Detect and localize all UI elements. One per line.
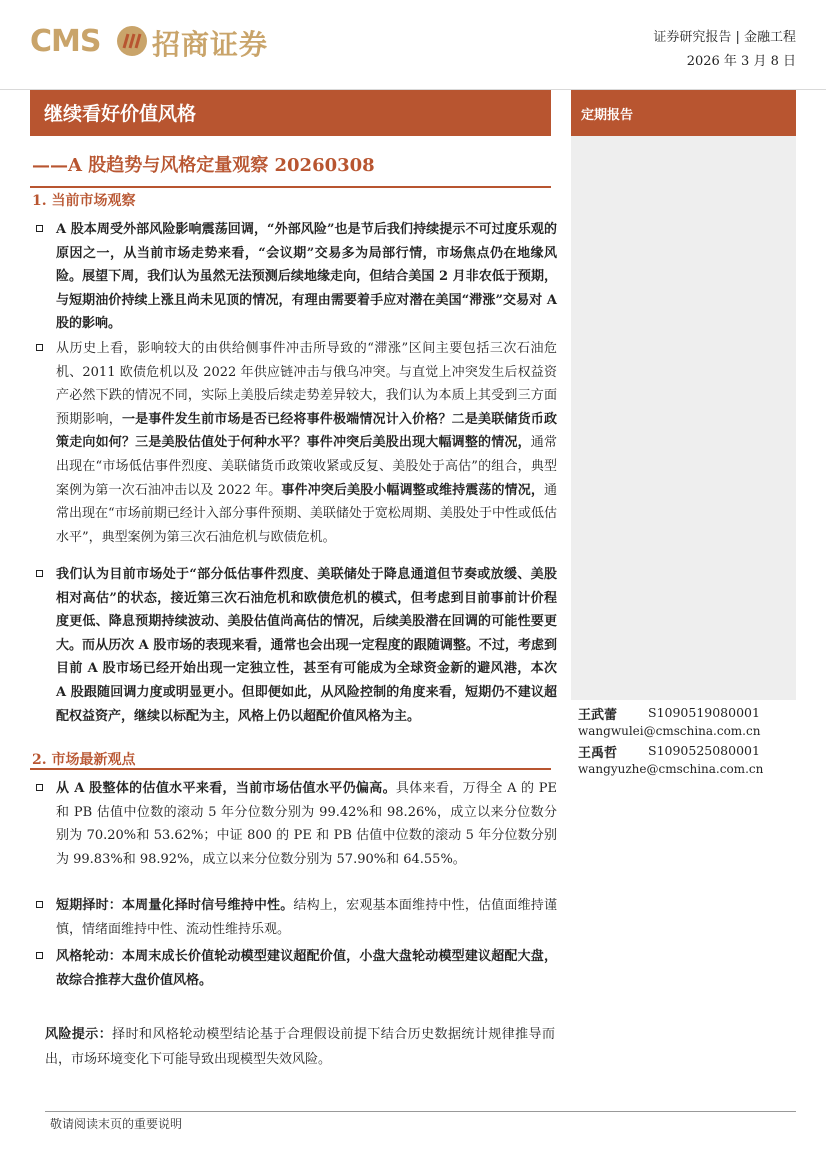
analyst-name: 王禹哲	[578, 746, 618, 761]
paragraph	[56, 337, 557, 549]
checkbox-bullet-icon	[36, 570, 43, 577]
analyst-name: 王武蕾	[578, 708, 618, 723]
checkbox-bullet-icon	[36, 225, 43, 232]
text-run-bold: 短期择时：本周量化择时信号维持中性。	[56, 898, 294, 913]
title-bar	[30, 90, 551, 136]
text-run: 通常出现在“市场低估事件烈度、美联储货币政策收紧或反复、美股处于高估”的组合，典型案例为第一次石油冲击以及 2022 年。	[56, 435, 557, 498]
text-run-bold: 一是事件发生前市场是否已经将事件极端情况计入价格？二是美联储货币政策走向如何？三是美股估值处于何种水平？事件冲突后美股出现大幅调整的情况，	[56, 411, 557, 451]
risk-text: 择时和风格轮动模型结论基于合理假设前提下结合历史数据统计规律推导而出，市场环境变化下可能导致出现模型失效风险。	[45, 1027, 555, 1067]
paragraph	[56, 777, 557, 871]
footer-note: 敬请阅读末页的重要说明	[50, 1117, 183, 1131]
header-meta	[653, 26, 796, 74]
text-run: 通常出现在“市场前期已经计入部分事件预期、美联储处于宽松周期、美股处于中性或低估水平”，典型案例为第三次石油危机与欧债危机。	[56, 482, 557, 545]
text-run-bold: 从 A 股整体的估值水平来看，当前市场估值水平仍偏高。	[56, 781, 396, 796]
list-item	[36, 894, 557, 941]
checkbox-bullet-icon	[36, 344, 43, 351]
analyst-email[interactable]: wangwulei@cmschina.com.cn	[578, 724, 761, 738]
sidebar-header	[571, 90, 796, 136]
analyst-email[interactable]: wangyuzhe@cmschina.com.cn	[578, 762, 764, 776]
list-item	[36, 777, 557, 871]
report-subtitle: ——A 股趋势与风格定量观察 20260308	[32, 155, 375, 176]
analyst-cert-id: S1090519080001	[648, 705, 760, 720]
list-item	[36, 563, 557, 728]
logo-cms-text: CMS	[30, 24, 101, 59]
logo-company-name: 招商证券	[152, 28, 269, 61]
paragraph	[56, 894, 557, 941]
paragraph: 风格轮动：本周末成长价值轮动模型建议超配价值，小盘大盘轮动模型建议超配大盘，故综合推荐大盘价值风格。	[56, 949, 557, 988]
list-item	[36, 945, 557, 992]
risk-warning	[45, 1022, 555, 1072]
checkbox-bullet-icon	[36, 952, 43, 959]
checkbox-bullet-icon	[36, 784, 43, 791]
company-logo	[30, 20, 290, 66]
report-title: 继续看好价值风格	[44, 103, 197, 125]
sidebar-panel	[571, 90, 796, 700]
footer-divider	[45, 1111, 796, 1112]
list-item	[36, 218, 557, 336]
risk-label: 风险提示：	[45, 1027, 113, 1042]
report-type-tag: 定期报告	[581, 108, 634, 123]
report-date: 2026 年 3 月 8 日	[686, 54, 796, 69]
paragraph: A 股本周受外部风险影响震荡回调，“外部风险”也是节后我们持续提示不可过度乐观的原因之一，从当前市场走势来看，“会议期”交易多为局部行情，市场焦点仍在地缘风险。展望下周，我们认为虽然无法预测后续地缘走向，但结合美国 2 月非农低于预期，与短期油价持续上涨且尚未见顶的情况，有理由需要着手应对潜在美国“滞涨”交易对 A 股的影响。	[56, 222, 557, 332]
section-heading: 1. 当前市场观察	[32, 193, 136, 209]
analyst-cert-id: S1090525080001	[648, 743, 760, 758]
section-rule	[30, 186, 551, 188]
logo-emblem-icon	[116, 25, 148, 57]
section-rule	[30, 768, 551, 770]
list-item	[36, 337, 557, 549]
text-run-bold: 事件冲突后美股小幅调整或维持震荡的情况，	[281, 482, 544, 498]
report-category: 证券研究报告 | 金融工程	[653, 30, 796, 45]
section-heading: 2. 市场最新观点	[32, 752, 136, 768]
paragraph: 我们认为目前市场处于“部分低估事件烈度、美联储处于降息通道但节奏或放缓、美股相对高估”的状态，接近第三次石油危机和欧债危机的模式，但考虑到目前事前计价程度更低、降息预期持续波动、美股估值尚高估的情况，后续美股潜在回调的可能性要更大。而从历次 A 股市场的表现来看，通常也会出现一定程度的跟随调整。不过，考虑到目前 A 股市场已经开始出现一定独立性，甚至有可能成为全球资金新的避风港，本次 A 股跟随回调力度或明显更小。但即便如此，从风险控制的角度来看，短期仍不建议超配权益资产，继续以标配为主，风格上仍以超配价值风格为主。	[56, 567, 557, 724]
text-run: 结构上，宏观基本面维持中性，估值面维持谨慎，情绪面维持中性、流动性维持乐观。	[56, 898, 557, 937]
checkbox-bullet-icon	[36, 901, 43, 908]
text-run: 具体来看，万得全 A 的 PE 和 PB 估值中位数的滚动 5 年分位数分别为 99.42%和 98.26%，成立以来分位数分别为 70.20%和 53.62%；中证 800 的 PE 和 PB 估值中位数的滚动 5 年分位数分别为 99.83%和 98.92%，成立以来分位数分别为 57.90%和 64.55%。	[56, 781, 557, 867]
text-run: 从历史上看，影响较大的由供给侧事件冲击所导致的“滞涨”区间主要包括三次石油危机、2011 欧债危机以及 2022 年供应链冲击与俄乌冲突。与直觉上冲突发生后权益资产必然下跌的情况不同，实际上美股后续走势差异较大，我们认为本质上其受到三方面预期影响，	[56, 341, 557, 427]
